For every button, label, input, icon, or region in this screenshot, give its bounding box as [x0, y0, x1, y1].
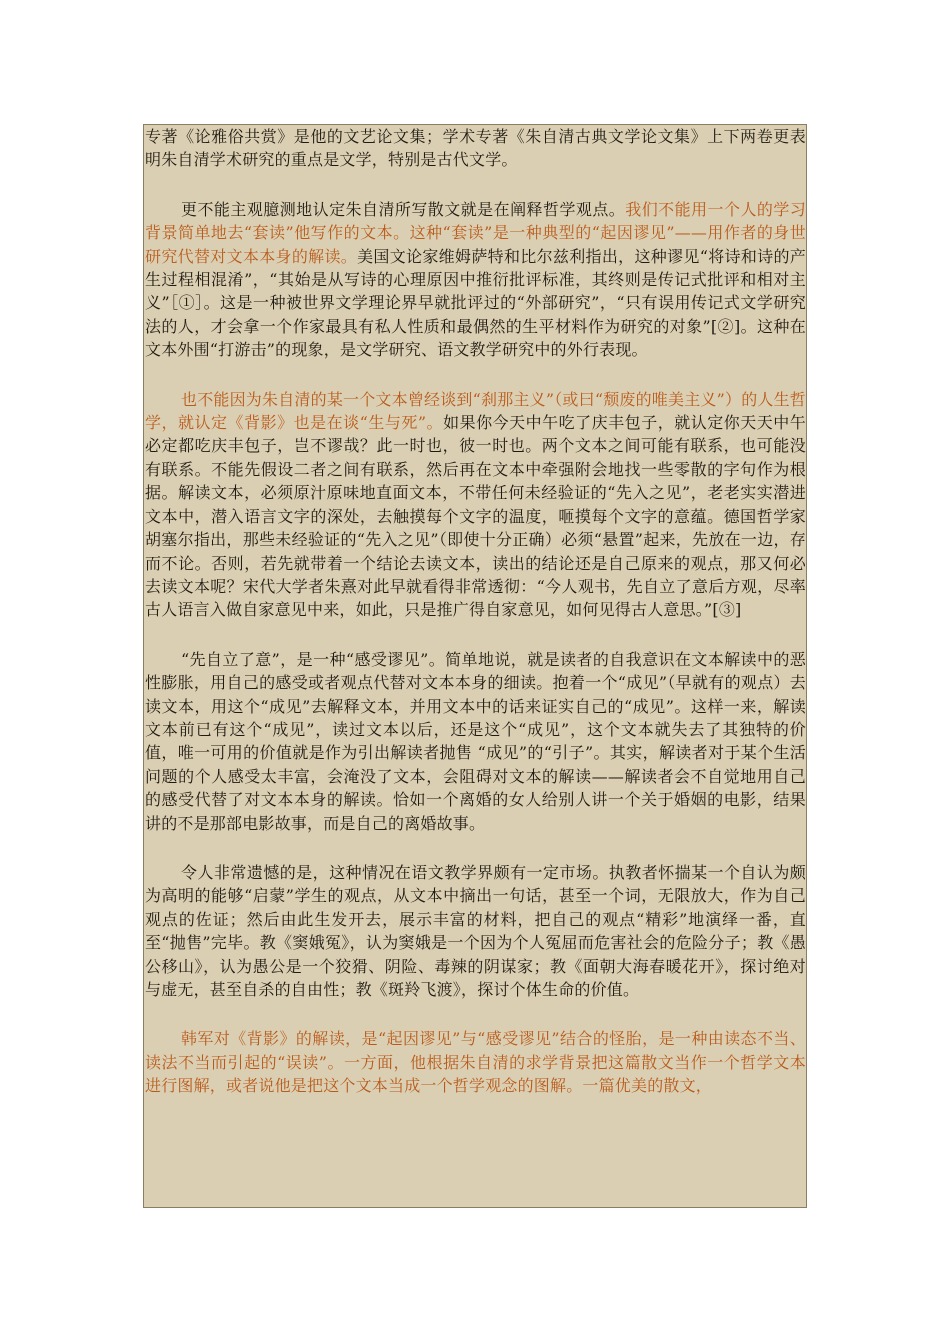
paragraph-4: “先自立了意”，是一种“感受谬见”。简单地说，就是读者的自我意识在文本解读中的恶性膨胀，用自己的感受或者观点代替对文本本身的细读。抱着一个“成见”（早就有的观点）去读文本，用这个“成见”去解释文本，并用文本中的话来证实自己的“成见”。这样一来，解读文本前已有这个“成见”，读过文本以后，还是这个“成见”，这个文本就失去了其独特的价值，唯一可用的价值就是作为引出解读者抛售 “成见”的“引子”。其实，解读者对于某个生活问题的个人感受太丰富，会淹没了文本，会阻碍对文本的解读——解读者会不自觉地用自己的感受代替了对文本本身的解读。恰如一个离婚的女人给别人讲一个关于婚姻的电影，结果讲的不是那部电影故事，而是自己的离婚故事。 — [145, 649, 806, 833]
paragraph-3-highlight: 也不能因为朱自清的某一个文本曾经谈到“刹那主义”（或曰“颓废的唯美主义”）的人生哲学，就认定《背影》也是在谈“生与死”。 — [145, 389, 806, 433]
paragraph-gap — [145, 172, 806, 198]
paragraph-gap — [145, 1001, 806, 1027]
paragraph-2-highlight: 我们不能用一个人的学习背景简单地去“套读”他写作的文本。这种“套读”是一种典型的“起因谬见”——用作者的身世研究代替对文本本身的解读。 — [145, 199, 807, 266]
document-page — [143, 124, 807, 1208]
paragraph-3-rest: 如果你今天中午吃了庆丰包子，就认定你天天中午必定都吃庆丰包子，岂不谬哉？此一时也，彼一时也。两个文本之间可能有联系，也可能没有联系。不能先假设二者之间有联系，然后再在文本中牵强附会地找一些零散的字句作为根据。解读文本，必须原汁原味地直面文本，不带任何未经验证的“先入之见”，老老实实潜进文本中，潜入语言文字的深处，去触摸每个文字的温度，咂摸每个文字的意蕴。德国哲学家胡塞尔指出，那些未经验证的“先入之见”（即使十分正确）必须“悬置”起来，先放在一边，存而不论。否则，若先就带着一个结论去读文本，读出的结论还是自己原来的观点，那又何必去读文本呢？宋代大学者朱熹对此早就看得非常透彻：“今人观书，先自立了意后方观，尽率古人语言入做自家意见中来，如此，只是推广得自家意见，如何见得古人意思。”[③] — [145, 413, 806, 620]
paragraph-2-plain: 更不能主观臆测地认定朱自清所写散文就是在阐释哲学观点。 — [181, 199, 626, 219]
paragraph-1: 专著《论雅俗共赏》是他的文艺论文集；学术专著《朱自清古典文学论文集》上下两卷更表明朱自清学术研究的重点是文学，特别是古代文学。 — [145, 127, 806, 170]
paragraph-gap — [145, 622, 806, 648]
paragraph-2 — [145, 198, 806, 362]
paragraph-gap — [145, 835, 806, 861]
paragraph-6: 韩军对《背影》的解读，是“起因谬见”与“感受谬见”结合的怪胎，是一种由读态不当、读法不当而引起的“误读”。一方面，他根据朱自清的求学背景把这篇散文当作一个哲学文本进行图解，或者说他是把这个文本当成一个哲学观念的图解。一篇优美的散文， — [145, 1029, 806, 1096]
paragraph-3 — [145, 388, 806, 622]
paragraph-gap — [145, 362, 806, 388]
paragraph-5: 令人非常遗憾的是，这种情况在语文教学界颇有一定市场。执教者怀揣某一个自认为颇为高明的能够“启蒙”学生的观点，从文本中摘出一句话，甚至一个词，无限放大，作为自己观点的佐证；然后由此生发开去，展示丰富的材料，把自己的观点“精彩”地演绎一番，直至“抛售”完毕。教《窦娥冤》，认为窦娥是一个因为个人冤屈而危害社会的危险分子；教《愚公移山》，认为愚公是一个狡猾、阴险、毒辣的阴谋家；教《面朝大海春暖花开》，探讨绝对与虚无，甚至自杀的自由性；教《斑羚飞渡》，探讨个体生命的价值。 — [145, 862, 806, 999]
paragraph-2-rest: 美国文论家维姆萨特和比尔兹利指出，这种谬见“将诗和诗的产生过程相混淆”，“其始是从写诗的心理原因中推衍批评标准，其终则是传记式批评和相对主义”［①］。这是一种被世界文学理论界早就批评过的“外部研究”，“只有误用传记式文学研究法的人，才会拿一个作家最具有私人性质和最偶然的生平材料作为研究的对象”[②]。这种在文本外围“打游击”的现象，是文学研究、语文教学研究中的外行表现。 — [145, 246, 807, 360]
